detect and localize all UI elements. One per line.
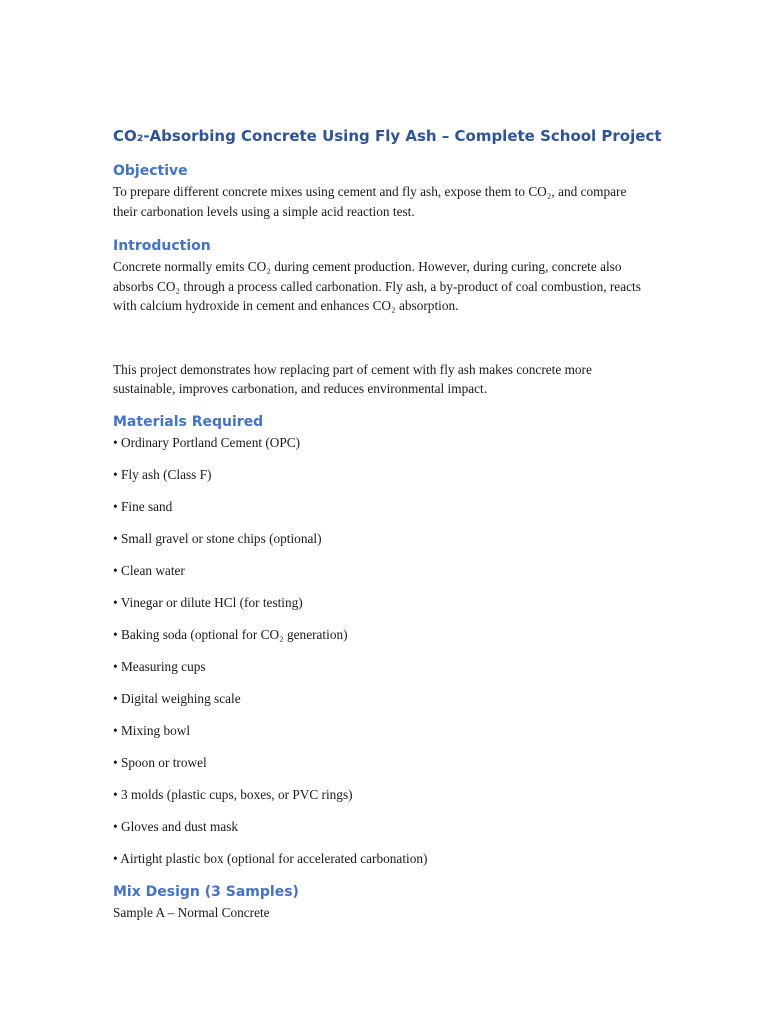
list-item: • Digital weighing scale — [113, 690, 241, 706]
list-item: • Ordinary Portland Cement (OPC) — [113, 434, 301, 450]
objective-heading: Objective — [113, 163, 188, 179]
document-title: CO₂-Absorbing Concrete Using Fly Ash – Complete School Project — [113, 127, 662, 145]
introduction-heading: Introduction — [113, 238, 211, 254]
list-item: • Spoon or trowel — [113, 754, 207, 770]
mix-design-heading: Mix Design (3 Samples) — [113, 883, 299, 900]
list-item: • Fine sand — [113, 498, 173, 514]
list-item: • Clean water — [113, 562, 185, 578]
document-page — [113, 124, 662, 922]
introduction-paragraph-1: Concrete normally emits CO₂ during cement production. However, during curing, concrete also absorbs CO₂ through a process called carbonation. Fly ash, a by-product of coal combustion, reacts with calcium hydroxide in cement and enhances CO₂ absorption. — [113, 259, 641, 313]
list-item: • Mixing bowl — [113, 722, 191, 738]
list-item: • Fly ash (Class F) — [113, 466, 212, 482]
list-item: • Airtight plastic box (optional for accelerated carbonation) — [113, 850, 428, 866]
objective-text: To prepare different concrete mixes using cement and fly ash, expose them to CO₂, and compare their carbonation levels using a simple acid reaction test. — [113, 184, 627, 219]
list-item: • Small gravel or stone chips (optional) — [113, 530, 322, 546]
list-item: • Measuring cups — [113, 658, 206, 674]
list-item: • Baking soda (optional for CO₂ generation) — [113, 626, 348, 642]
list-item: • Vinegar or dilute HCl (for testing) — [113, 594, 303, 610]
list-item: • 3 molds (plastic cups, boxes, or PVC rings) — [113, 786, 353, 802]
introduction-paragraph-2: This project demonstrates how replacing part of cement with fly ash makes concrete more sustainable, improves carbonation, and reduces environmental impact. — [113, 361, 592, 396]
materials-heading: Materials Required — [113, 413, 264, 430]
list-item: • Gloves and dust mask — [113, 818, 239, 834]
sample-a-label: Sample A – Normal Concrete — [113, 904, 270, 920]
materials-list — [113, 433, 653, 869]
